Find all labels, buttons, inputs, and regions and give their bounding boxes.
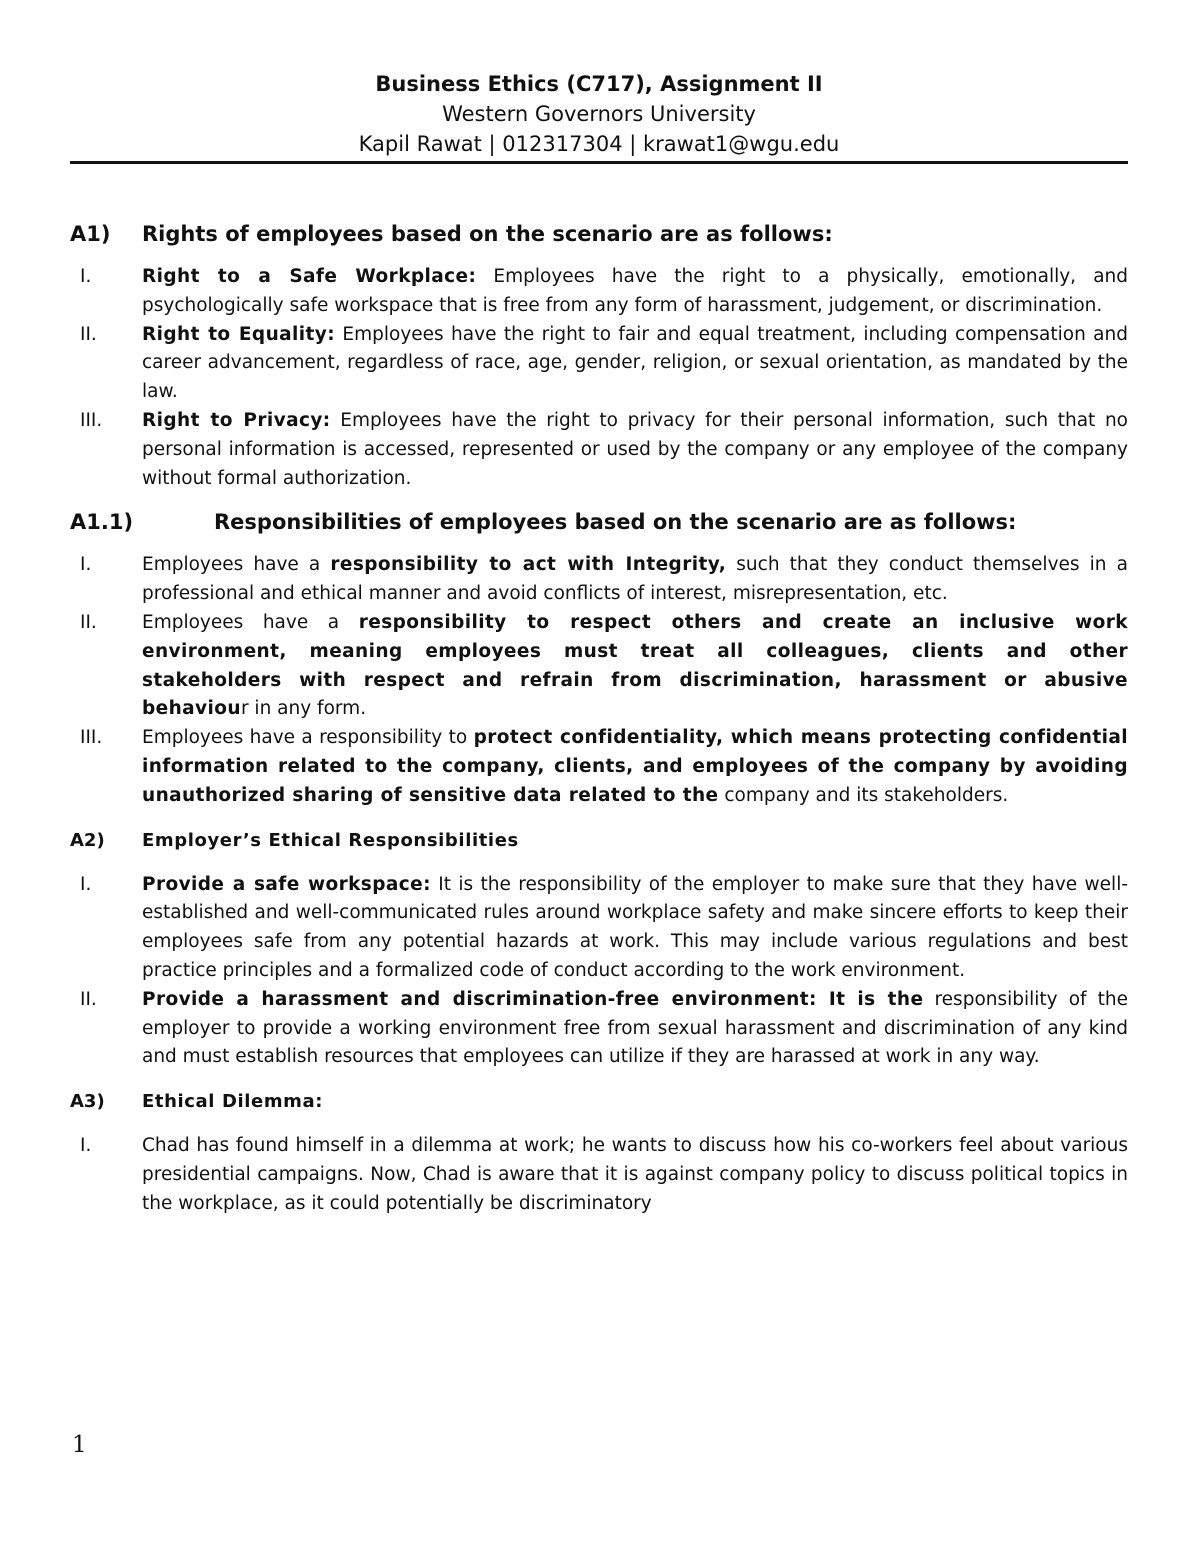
document-page <box>70 0 1128 1219</box>
list-item <box>70 407 1128 493</box>
list-item <box>70 551 1128 609</box>
list-numeral: I. <box>80 1135 92 1157</box>
item-text: Employees have a responsibility to <box>142 727 474 749</box>
document-header <box>70 0 1128 159</box>
section-number: A1.1) <box>70 510 134 535</box>
item-bold-text: Provide a harassment and discrimination-free environment: It is the <box>142 988 924 1010</box>
item-text: r in any form. <box>240 698 367 720</box>
item-text: responsibility of the employer to provide a working environment free from sexual harassment and discrimination of any kind and must establish resources that employees can utilize if they are harassed at work in any way. <box>142 988 1129 1068</box>
list-numeral: I. <box>80 554 92 576</box>
item-bold-text: protect confidentiality, which means protecting confidential information related to the company, clients, and employees of the company by avoiding unauthorized sharing of sensitive data related to the <box>142 727 1128 806</box>
list-item <box>70 986 1128 1072</box>
author-contact: Kapil Rawat | 012317304 | krawat1@wgu.edu <box>358 132 840 156</box>
list-item <box>70 321 1128 407</box>
item-text: company and its stakeholders. <box>718 784 1009 806</box>
employer-responsibilities-list <box>70 871 1128 1073</box>
item-text: Employees have the right to fair and equal treatment, including compensation and career advancement, regardless of race, age, gender, religion, or sexual orientation, as mandated by the law. <box>142 323 1128 403</box>
list-item <box>70 724 1128 810</box>
item-bold-text: Right to Equality: <box>142 323 336 345</box>
section-a2-heading <box>70 828 1128 854</box>
section-title: Employer’s Ethical Responsibilities <box>142 829 519 851</box>
list-item <box>70 1132 1128 1218</box>
university-name: Western Governors University <box>442 102 756 126</box>
list-numeral: I. <box>80 873 92 895</box>
document-title: Business Ethics (C717), Assignment II <box>375 72 823 96</box>
section-title: Rights of employees based on the scenario are as follows: <box>142 222 833 246</box>
item-bold-text: responsibility to act with Integrity, <box>330 554 727 576</box>
list-item <box>70 609 1128 724</box>
item-bold-text: Right to a Safe Workplace: <box>142 266 477 287</box>
section-a11-heading <box>70 507 1128 537</box>
header-divider <box>70 161 1128 164</box>
responsibilities-list <box>70 551 1128 810</box>
ethical-dilemma-list <box>70 1132 1128 1218</box>
section-number: A1) <box>70 222 111 246</box>
page-number: 1 <box>72 1432 87 1458</box>
list-numeral: II. <box>80 323 97 345</box>
item-bold-text: Provide a safe workspace: <box>142 873 431 895</box>
section-title: Ethical Dilemma: <box>142 1091 324 1113</box>
list-numeral: II. <box>80 611 97 633</box>
item-text: such that they conduct themselves in a professional and ethical manner and avoid conflicts of interest, misrepresentation, etc. <box>142 554 1128 605</box>
item-text: Employees have a <box>142 611 359 633</box>
section-title: Responsibilities of employees based on the scenario are as follows: <box>214 510 1017 535</box>
rights-list <box>70 263 1128 493</box>
item-text: Employees have the right to privacy for their personal information, such that no personal information is accessed, represented or used by the company or any employee of the company without formal authorization. <box>142 409 1129 489</box>
list-item <box>70 871 1128 986</box>
list-numeral: I. <box>80 266 92 287</box>
list-numeral: II. <box>80 988 97 1010</box>
item-bold-text: Right to Privacy: <box>142 409 331 431</box>
item-text: Chad has found himself in a dilemma at work; he wants to discuss how his co-workers feel about various presidential campaigns. Now, Chad is aware that it is against company policy to discuss political topics in the workplace, as it could potentially be discriminatory <box>142 1135 1128 1214</box>
item-text: It is the responsibility of the employer to make sure that they have well-established and well-communicated rules around workplace safety and make sincere efforts to keep their employees safe from any potential hazards at work. This may include various regulations and best practice principles and a formalized code of conduct according to the work environment. <box>142 873 1129 981</box>
list-numeral: III. <box>80 409 103 431</box>
list-item <box>70 263 1128 321</box>
item-text: Employees have a <box>142 554 331 576</box>
list-numeral: III. <box>80 727 103 749</box>
item-text: Employees have the right to a physically, emotionally, and psychologically safe workspace that is free from any form of harassment, judgement, or discrimination. <box>142 266 1128 316</box>
section-a3-heading <box>70 1089 1128 1115</box>
section-a1-heading <box>70 219 1128 249</box>
section-number: A3) <box>70 1091 105 1113</box>
item-bold-text: responsibility to respect others and create an inclusive work environment, meaning employees must treat all colleagues, clients and other stakeholders with respect and refrain from discrimination, harassment or abusive behaviou <box>142 611 1128 720</box>
section-number: A2) <box>70 829 105 851</box>
